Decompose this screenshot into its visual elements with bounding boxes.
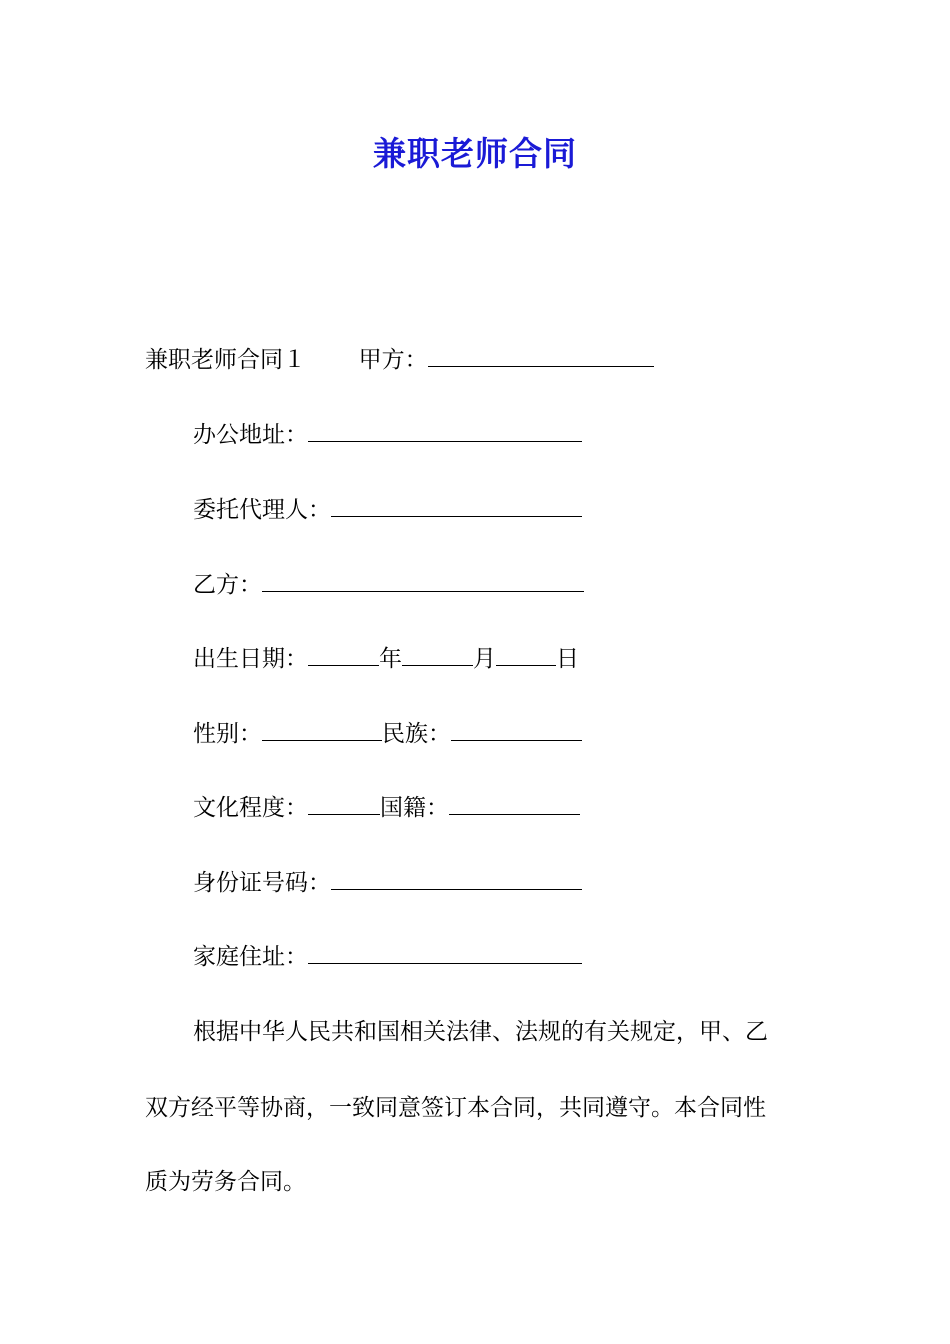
party-b-label: 乙方：: [193, 572, 262, 598]
year-label: 年: [379, 646, 402, 672]
gender-label: 性别：: [193, 721, 262, 747]
home-address-label: 家庭住址：: [193, 944, 308, 970]
party-b-blank[interactable]: [262, 573, 584, 592]
ethnicity-label: 民族：: [382, 721, 451, 747]
birth-month-blank[interactable]: [402, 647, 473, 666]
party-a-blank[interactable]: [428, 348, 654, 367]
document-title: 兼职老师合同: [373, 134, 577, 173]
gender-blank[interactable]: [262, 722, 382, 741]
id-number-blank[interactable]: [331, 871, 582, 890]
id-number-label: 身份证号码：: [193, 870, 331, 896]
paragraph-line-2: 双方经平等协商，一致同意签订本合同，共同遵守。本合同性: [145, 1095, 766, 1121]
education-nationality-line: [193, 793, 580, 823]
agent-label: 委托代理人：: [193, 497, 331, 523]
birth-day-blank[interactable]: [496, 647, 556, 666]
office-address-line: [193, 420, 582, 450]
education-blank[interactable]: [308, 796, 380, 815]
agent-blank[interactable]: [331, 498, 582, 517]
home-address-blank[interactable]: [308, 945, 582, 964]
paragraph-line-1: 根据中华人民共和国相关法律、法规的有关规定，甲、乙: [193, 1019, 768, 1045]
education-label: 文化程度：: [193, 795, 308, 821]
birth-date-label: 出生日期：: [193, 646, 308, 672]
gender-ethnicity-line: [193, 719, 582, 749]
office-address-blank[interactable]: [308, 423, 582, 442]
day-label: 日: [556, 646, 579, 672]
party-b-line: [193, 570, 584, 600]
birth-year-blank[interactable]: [308, 647, 379, 666]
office-address-label: 办公地址：: [193, 422, 308, 448]
party-a-label: 甲方：: [358, 347, 428, 373]
heading-prefix: 兼职老师合同１: [145, 347, 306, 373]
paragraph-line-3: 质为劳务合同。: [145, 1169, 306, 1195]
nationality-blank[interactable]: [449, 796, 580, 815]
home-address-line: [193, 942, 582, 972]
birth-date-line: [193, 644, 579, 674]
id-number-line: [193, 868, 582, 898]
agent-line: [193, 495, 582, 525]
nationality-label: 国籍：: [380, 795, 449, 821]
ethnicity-blank[interactable]: [451, 722, 582, 741]
heading-line: [145, 345, 654, 375]
month-label: 月: [473, 646, 496, 672]
